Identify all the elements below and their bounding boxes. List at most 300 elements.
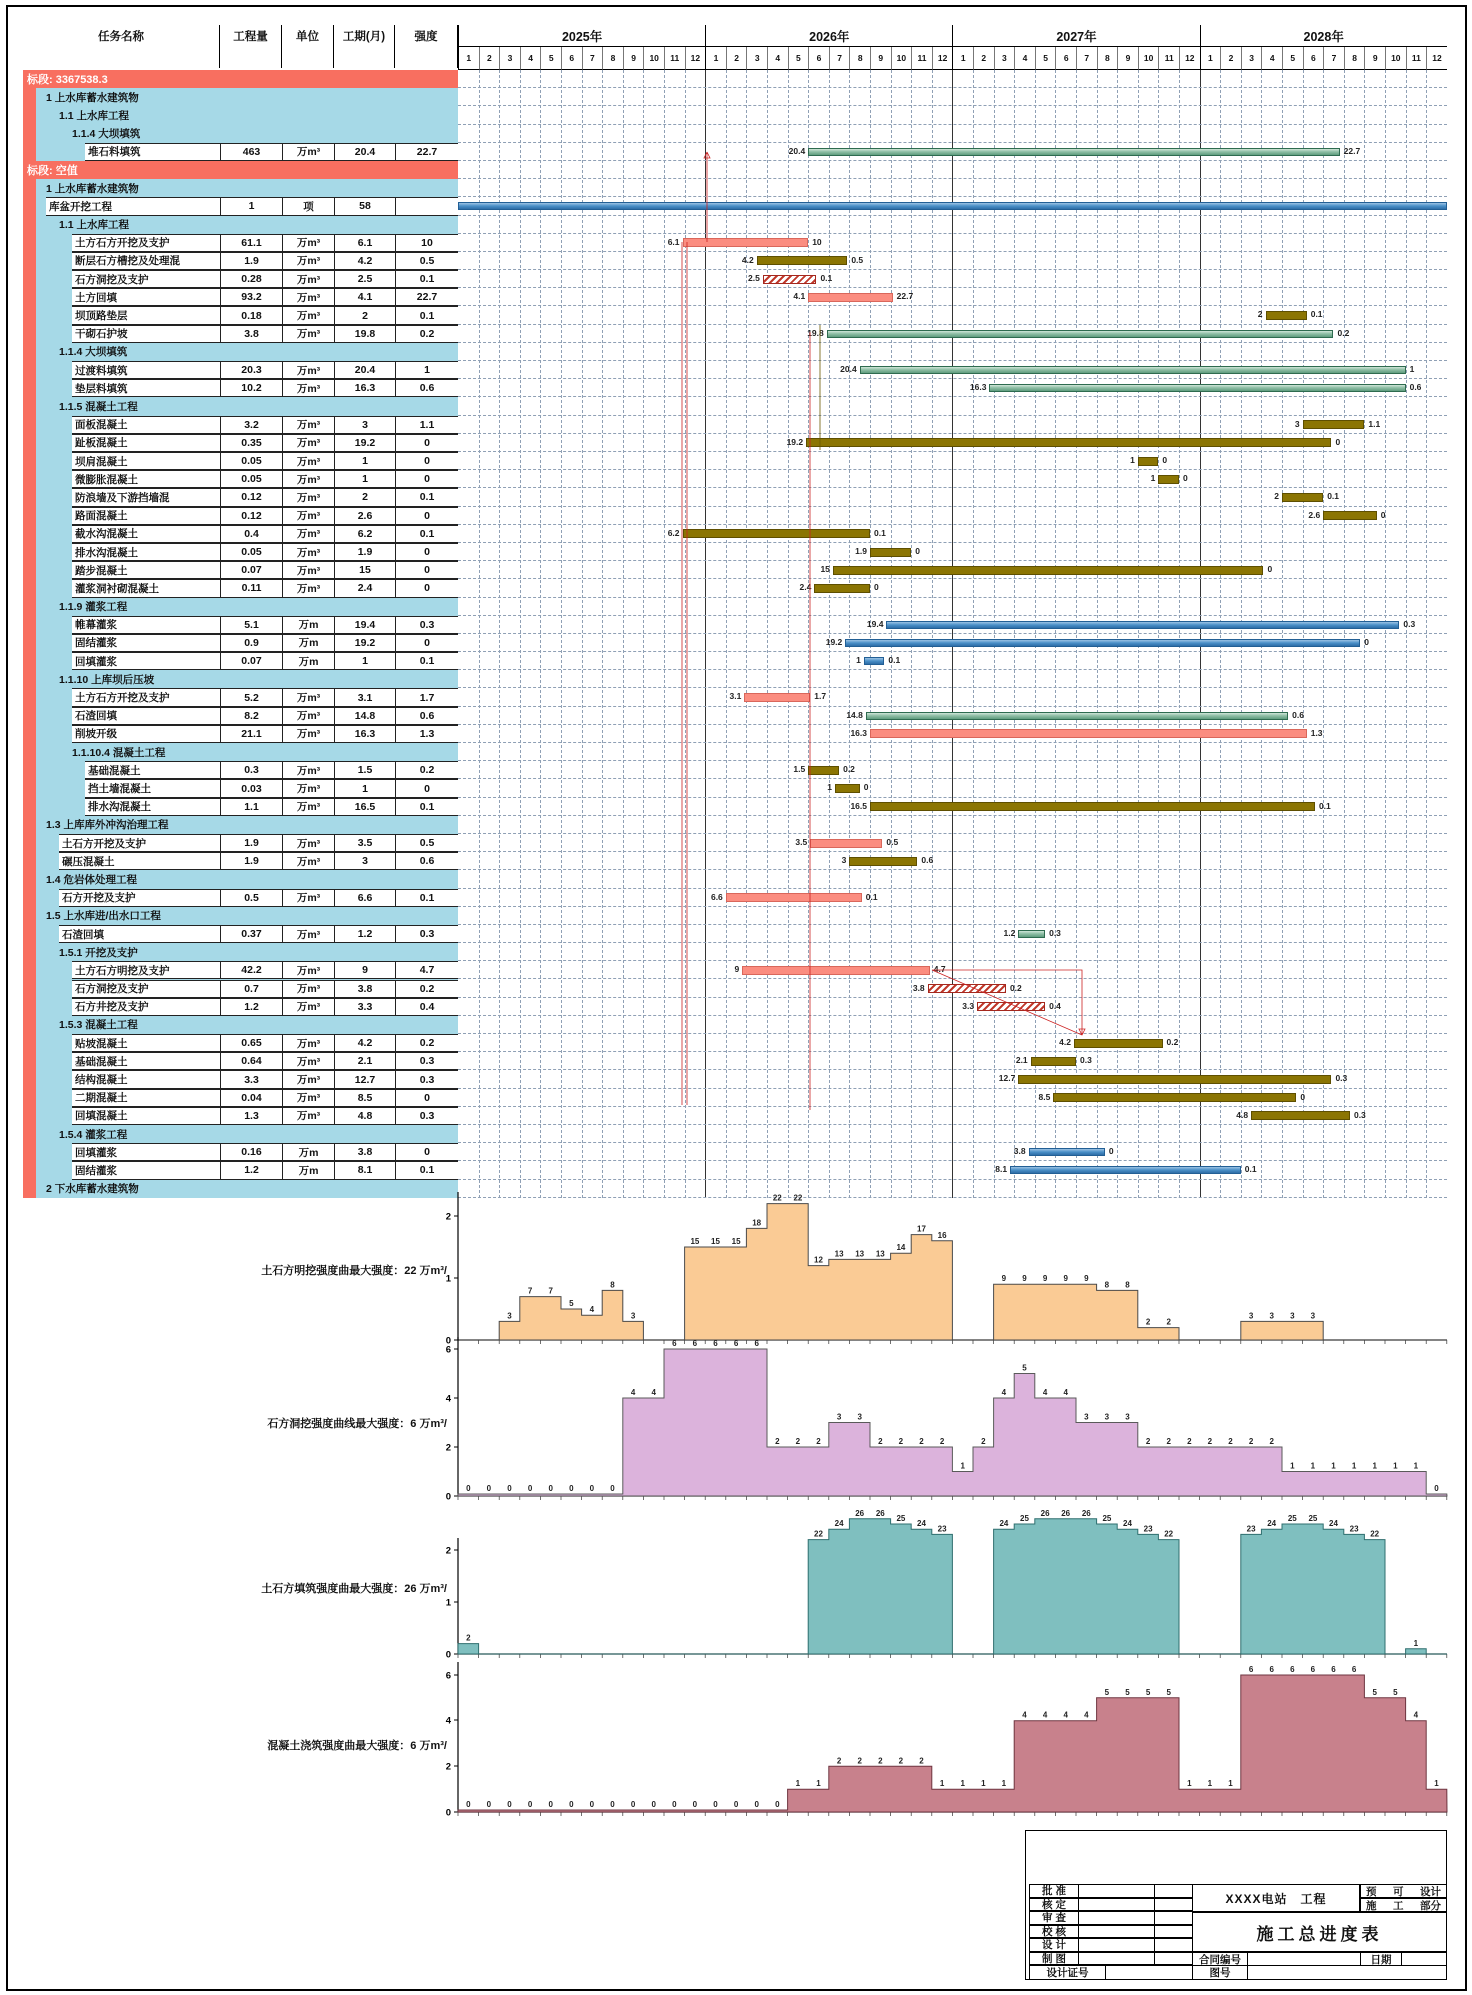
qty-cell: 1.9 (220, 252, 282, 270)
task-name-label: 土石方开挖及支护 (62, 837, 146, 850)
table-row (23, 234, 458, 252)
task-name-label: 挡土墙混凝土 (88, 783, 151, 795)
contract-value (1247, 1952, 1361, 1966)
duration-cell: 1 (334, 652, 395, 670)
section-row-label: 1.1.4 大坝填筑 (59, 346, 128, 359)
value-label: 2 (816, 1437, 821, 1446)
value-label: 26 (855, 1508, 865, 1518)
intensity-cell: 0 (395, 634, 458, 652)
qty-cell: 0.7 (220, 980, 282, 998)
task-name-label: 贴坡混凝土 (75, 1037, 128, 1050)
qty-cell: 0.37 (220, 925, 282, 943)
duration-cell: 12.7 (334, 1070, 395, 1088)
gantt-row (458, 598, 1447, 616)
table-row (23, 1052, 458, 1070)
value-label: 2 (939, 1437, 945, 1446)
task-name-label: 排水沟混凝土 (88, 801, 151, 814)
month-header-cell: 5 (540, 47, 561, 70)
bar-intensity-label: 0.1 (1318, 800, 1331, 811)
value-label: 1 (1001, 1779, 1007, 1789)
section-row-label: 1.1.9 灌浆工程 (59, 601, 128, 614)
intensity-cell: 0.1 (395, 798, 458, 816)
gantt-row (458, 980, 1447, 998)
duration-cell: 3.8 (334, 1143, 395, 1161)
value-label: 24 (999, 1519, 1009, 1529)
bar-intensity-label: 22.7 (1343, 145, 1361, 156)
y-tick-label: 4 (445, 1715, 451, 1727)
month-header-cell: 10 (643, 47, 664, 70)
y-tick-label: 0 (445, 1649, 451, 1661)
gantt-bar-teal (808, 148, 1339, 156)
gantt-row (458, 925, 1447, 943)
value-label: 18 (752, 1218, 762, 1228)
bar-intensity-label: 0.2 (1337, 327, 1350, 338)
value-label: 25 (1020, 1514, 1029, 1523)
task-name-label: 土方石方明挖及支护 (75, 964, 170, 977)
value-label: 24 (1123, 1519, 1132, 1529)
value-label: 6 (1248, 1665, 1254, 1674)
month-header-cell: 8 (602, 47, 623, 70)
stage-row-1 (1360, 1884, 1447, 1898)
month-header-cell: 6 (1303, 47, 1324, 70)
y-tick-label: 6 (445, 1670, 451, 1682)
title-block (1025, 1830, 1447, 1980)
value-label: 2 (857, 1756, 862, 1766)
duration-cell: 3.1 (334, 688, 395, 706)
month-header-cell: 5 (1035, 47, 1056, 70)
bar-intensity-label: 10 (812, 236, 822, 247)
qty-cell: 0.4 (220, 525, 282, 543)
table-row (23, 325, 458, 343)
table-row (23, 306, 458, 324)
bar-intensity-label: 0.6 (1292, 709, 1304, 720)
duration-cell: 8.5 (334, 1089, 395, 1107)
gantt-bar-hatch (763, 275, 817, 284)
bar-duration-label: 16.3 (969, 382, 987, 393)
column-header: 任务名称 (23, 25, 220, 68)
bar-intensity-label: 0.1 (1310, 309, 1323, 320)
value-label: 2 (1207, 1437, 1213, 1446)
value-label: 5 (1104, 1687, 1110, 1697)
intensity-cell: 1.7 (395, 688, 458, 706)
task-name-label: 石方洞挖及支护 (75, 273, 149, 286)
table-row (23, 197, 458, 215)
value-label: 1 (1351, 1461, 1357, 1471)
value-label: 5 (1022, 1363, 1027, 1373)
value-label: 4 (589, 1305, 595, 1315)
gantt-bar-salmon (742, 966, 929, 975)
section-row-label: 1.1.10 上库坝后压坡 (59, 673, 155, 686)
gantt-row (458, 507, 1447, 525)
gantt-row (458, 1089, 1447, 1107)
bar-duration-label: 20.4 (788, 145, 806, 156)
task-name-label: 二期混凝土 (75, 1092, 128, 1105)
qty-cell: 0.5 (220, 889, 282, 907)
table-row (23, 688, 458, 706)
month-header-cell: 5 (1282, 47, 1303, 70)
month-header-cell: 6 (808, 47, 829, 70)
section-band-label: 标段: 空值 (23, 161, 458, 179)
month-header-cell: 7 (1323, 47, 1344, 70)
value-label: 12 (814, 1255, 823, 1265)
y-tick-label: 2 (445, 1442, 451, 1454)
sign-extra (1154, 1938, 1193, 1952)
value-label: 1 (1207, 1779, 1213, 1789)
bar-duration-label: 16.5 (850, 800, 867, 811)
table-row (23, 452, 458, 470)
task-name-label: 土方石方开挖及支护 (75, 692, 170, 705)
gantt-row (458, 325, 1447, 343)
table-row (23, 488, 458, 506)
task-name-label: 库盆开挖工程 (49, 200, 112, 213)
qty-cell: 0.05 (220, 470, 282, 488)
duration-cell: 2.4 (334, 579, 395, 597)
value-label: 15 (731, 1237, 741, 1246)
qty-cell: 20.3 (220, 361, 282, 379)
gantt-row (458, 343, 1447, 361)
gantt-bar-olive (757, 256, 848, 265)
month-header-cell: 9 (1364, 47, 1385, 70)
value-label: 1 (960, 1461, 965, 1471)
bar-duration-label: 4.2 (1059, 1037, 1071, 1048)
gantt-row (458, 306, 1447, 324)
section-row-label: 1.5.1 开挖及支护 (59, 946, 138, 959)
gantt-row (458, 998, 1447, 1016)
value-label: 0 (569, 1484, 574, 1493)
table-row (23, 143, 458, 161)
qty-cell: 0.16 (220, 1143, 282, 1161)
duration-cell: 15 (334, 561, 395, 579)
y-tick-label: 6 (445, 1344, 451, 1356)
stage-word: 施 (1366, 1899, 1377, 1912)
table-row (23, 270, 458, 288)
bar-duration-label: 1.9 (855, 545, 867, 556)
value-label: 3 (1104, 1412, 1110, 1422)
gantt-bar-olive (1053, 1093, 1296, 1102)
bar-intensity-label: 0.3 (1353, 1109, 1366, 1120)
month-header-cell: 9 (1117, 47, 1138, 70)
unit-cell: 万m³ (282, 761, 334, 779)
section-row-label: 1 上水库蓄水建筑物 (46, 182, 139, 195)
value-label: 0 (548, 1800, 553, 1809)
gantt-bar-blue (886, 621, 1399, 629)
gantt-row (458, 125, 1447, 143)
sign-value (1078, 1884, 1155, 1898)
bar-duration-label: 19.4 (866, 618, 884, 629)
month-header-cell: 9 (870, 47, 891, 70)
bar-duration-label: 9 (734, 964, 740, 975)
intensity-cell: 0.2 (395, 1034, 458, 1052)
unit-cell: 万m³ (282, 852, 334, 870)
value-label: 1 (960, 1779, 965, 1789)
drawing-title: 施工总进度表 (1192, 1912, 1447, 1952)
value-label: 2 (1187, 1437, 1192, 1446)
duration-cell: 19.2 (334, 434, 395, 452)
stage-word: 工 (1393, 1899, 1404, 1912)
unit-cell: 项 (282, 197, 334, 215)
table-row (23, 525, 458, 543)
bar-duration-label: 3.3 (962, 1000, 975, 1011)
qty-cell: 0.07 (220, 652, 282, 670)
value-label: 0 (527, 1800, 533, 1809)
value-label: 0 (507, 1484, 512, 1493)
value-label: 23 (1143, 1524, 1153, 1534)
task-name-label: 垫层料填筑 (75, 382, 128, 395)
value-label: 2 (878, 1437, 883, 1446)
gantt-row (458, 379, 1447, 397)
duration-cell: 16.5 (334, 798, 395, 816)
value-label: 8 (610, 1280, 615, 1290)
value-label: 26 (1040, 1508, 1050, 1518)
value-label: 1 (1413, 1461, 1419, 1471)
unit-cell: 万m³ (282, 252, 334, 270)
gantt-bar-hatch (928, 984, 1006, 993)
y-tick-label: 1 (445, 1597, 451, 1609)
value-label: 5 (1145, 1687, 1151, 1697)
bar-intensity-label: 0 (1183, 473, 1188, 484)
gantt-bar-blue (1010, 1166, 1241, 1174)
value-label: 7 (527, 1286, 533, 1296)
unit-cell: 万m³ (282, 434, 334, 452)
value-label: 23 (937, 1524, 947, 1534)
value-label: 23 (1246, 1524, 1256, 1534)
bar-duration-label: 6.2 (667, 527, 680, 538)
intensity-cell: 0.5 (395, 834, 458, 852)
stage-word: 预 (1366, 1885, 1377, 1898)
gantt-bar-salmon (870, 729, 1307, 738)
unit-cell: 万m³ (282, 980, 334, 998)
value-label: 1 (981, 1779, 986, 1789)
y-tick-label: 2 (445, 1211, 451, 1223)
unit-cell: 万m³ (282, 452, 334, 470)
qty-cell: 1.2 (220, 998, 282, 1016)
qty-cell: 3.2 (220, 416, 282, 434)
bar-intensity-label: 4.7 (933, 964, 946, 975)
task-name-label: 帷幕灌浆 (75, 619, 117, 632)
qty-cell: 0.9 (220, 634, 282, 652)
value-label: 4 (651, 1388, 656, 1397)
task-name-label: 干砌石护坡 (75, 328, 128, 341)
value-label: 24 (834, 1519, 844, 1529)
bar-intensity-label: 0 (1380, 509, 1386, 520)
qty-cell: 0.11 (220, 579, 282, 597)
column-header: 强度 (395, 25, 458, 68)
unit-cell: 万m³ (282, 834, 334, 852)
value-label: 15 (711, 1237, 720, 1246)
qty-cell: 0.12 (220, 488, 282, 506)
year-header-cell: 2027年 (952, 25, 1199, 47)
value-label: 6 (733, 1339, 739, 1348)
value-label: 6 (1269, 1665, 1274, 1674)
gantt-bar-teal (989, 384, 1405, 392)
unit-cell: 万m³ (282, 688, 334, 706)
qty-cell: 61.1 (220, 234, 282, 252)
value-label: 9 (1022, 1274, 1027, 1284)
gantt-bar-blue (845, 639, 1360, 647)
column-header: 工程量 (220, 25, 282, 68)
month-header-cell: 3 (746, 47, 767, 70)
table-row (23, 652, 458, 670)
value-label: 15 (690, 1237, 700, 1246)
unit-cell: 万m³ (282, 361, 334, 379)
qty-cell: 0.35 (220, 434, 282, 452)
value-label: 0 (651, 1800, 656, 1809)
unit-cell: 万m³ (282, 543, 334, 561)
value-label: 6 (672, 1339, 677, 1348)
value-label: 0 (692, 1800, 698, 1809)
unit-cell: 万m³ (282, 961, 334, 979)
unit-cell: 万m³ (282, 1052, 334, 1070)
gantt-bar-olive (808, 766, 839, 775)
value-label: 23 (1349, 1524, 1359, 1534)
intensity-cell: 0.1 (395, 889, 458, 907)
unit-cell: 万m³ (282, 1034, 334, 1052)
bar-intensity-label: 0.1 (874, 527, 886, 538)
intensity-cell: 1.3 (395, 725, 458, 743)
value-label: 0 (486, 1800, 492, 1809)
qty-cell: 0.03 (220, 779, 282, 797)
duration-cell: 16.3 (334, 725, 395, 743)
intensity-cell: 0.3 (395, 925, 458, 943)
value-label: 0 (466, 1800, 471, 1809)
bar-intensity-label: 0.1 (1327, 491, 1340, 502)
value-label: 0 (466, 1484, 471, 1493)
unit-cell: 万m (282, 1143, 334, 1161)
year-header-cell: 2026年 (705, 25, 952, 47)
bar-duration-label: 1 (856, 655, 861, 666)
bar-duration-label: 6.6 (710, 891, 723, 902)
fill-intensity-area (458, 1519, 1447, 1654)
figure-value (1247, 1965, 1447, 1980)
task-name-label: 石渣回填 (62, 928, 104, 941)
section-band-label: 标段: 3367538.3 (23, 70, 458, 88)
unit-cell: 万m (282, 634, 334, 652)
duration-cell: 3 (334, 852, 395, 870)
table-row (23, 361, 458, 379)
month-header-cell: 2 (479, 47, 500, 70)
sign-label: 校 核 (1029, 1925, 1079, 1939)
duration-cell: 19.2 (334, 634, 395, 652)
task-name-label: 防浪墙及下游挡墙混 (75, 491, 170, 504)
bar-duration-label: 19.8 (807, 327, 824, 338)
bar-intensity-label: 0.3 (1335, 1073, 1348, 1084)
unit-cell: 万m³ (282, 561, 334, 579)
bar-intensity-label: 0.1 (820, 273, 833, 284)
intensity-cell: 0 (395, 1089, 458, 1107)
month-header-cell: 10 (1138, 47, 1159, 70)
value-label: 2 (981, 1437, 986, 1446)
unit-cell: 万m³ (282, 270, 334, 288)
duration-cell: 2.1 (334, 1052, 395, 1070)
gantt-bar-teal (860, 366, 1406, 374)
task-name-label: 碾压混凝土 (62, 855, 115, 868)
gantt-row (458, 88, 1447, 106)
date-label: 日期 (1360, 1952, 1402, 1966)
task-name-label: 微膨胀混凝土 (75, 473, 138, 486)
intensity-cell: 0.3 (395, 1070, 458, 1088)
section-row-label: 1.1 上水库工程 (59, 109, 130, 122)
gantt-row (458, 416, 1447, 434)
qty-cell: 3.3 (220, 1070, 282, 1088)
concrete-pour-intensity-area (458, 1675, 1447, 1812)
value-label: 2 (795, 1437, 801, 1446)
table-row (23, 379, 458, 397)
task-name-label: 灌浆洞衬砌混凝土 (75, 582, 159, 595)
bar-intensity-label: 0.5 (886, 836, 899, 847)
gantt-bar-olive (1074, 1039, 1163, 1048)
table-row (23, 1107, 458, 1125)
gantt-bar-olive (835, 784, 860, 793)
value-label: 2 (466, 1633, 471, 1643)
value-label: 0 (713, 1800, 718, 1809)
intensity-cell: 0 (395, 561, 458, 579)
task-name-label: 路面混凝土 (75, 510, 128, 523)
gantt-bar-salmon (808, 293, 892, 302)
table-row (23, 1070, 458, 1088)
unit-cell: 万m³ (282, 379, 334, 397)
gantt-bar-olive (1138, 457, 1159, 466)
value-label: 2 (1228, 1437, 1233, 1446)
gantt-row (458, 1107, 1447, 1125)
value-label: 4 (1042, 1710, 1048, 1720)
section-row-label: 1.4 危岩体处理工程 (46, 873, 138, 886)
month-header-cell: 10 (1385, 47, 1406, 70)
value-label: 2 (1269, 1437, 1274, 1446)
bar-intensity-label: 0.1 (1244, 1164, 1257, 1175)
bar-duration-label: 19.2 (825, 636, 843, 647)
month-header-cell: 4 (1261, 47, 1282, 70)
figure-label: 图号 (1192, 1965, 1248, 1980)
bar-duration-label: 3.5 (795, 836, 808, 847)
bar-duration-label: 19.2 (786, 436, 804, 447)
unit-cell: 万m³ (282, 325, 334, 343)
table-row (23, 725, 458, 743)
intensity-cell: 0 (395, 434, 458, 452)
gantt-row (458, 634, 1447, 652)
duration-cell: 3.3 (334, 998, 395, 1016)
bar-duration-label: 1 (827, 782, 832, 793)
value-label: 4 (1413, 1710, 1419, 1720)
gantt-bar-salmon (810, 839, 882, 848)
year-header-cell: 2028年 (1200, 25, 1447, 47)
value-label: 1 (795, 1779, 801, 1789)
month-header-cell: 12 (932, 47, 953, 70)
month-header-cell: 3 (994, 47, 1015, 70)
y-tick-label: 2 (445, 1761, 451, 1773)
gantt-row (458, 779, 1447, 797)
value-label: 25 (1102, 1514, 1112, 1523)
task-name-label: 排水沟混凝土 (75, 546, 138, 559)
intensity-cell: 22.7 (395, 143, 458, 161)
value-label: 0 (630, 1800, 636, 1809)
intensity-cell: 22.7 (395, 288, 458, 306)
gantt-year-header (458, 25, 1447, 47)
value-label: 0 (486, 1484, 492, 1493)
gantt-bar-teal (1018, 930, 1045, 938)
value-label: 3 (1290, 1311, 1295, 1321)
qty-cell: 0.28 (220, 270, 282, 288)
y-tick-label: 4 (445, 1393, 451, 1405)
gantt-row (458, 688, 1447, 706)
intensity-cell: 0.1 (395, 306, 458, 324)
gantt-row (458, 1143, 1447, 1161)
value-label: 6 (754, 1339, 759, 1348)
intensity-cell: 0.2 (395, 980, 458, 998)
qty-cell: 1.2 (220, 1161, 282, 1179)
bar-duration-label: 2 (1274, 491, 1279, 502)
bar-intensity-label: 0.3 (1049, 927, 1061, 938)
month-header-cell: 12 (685, 47, 706, 70)
